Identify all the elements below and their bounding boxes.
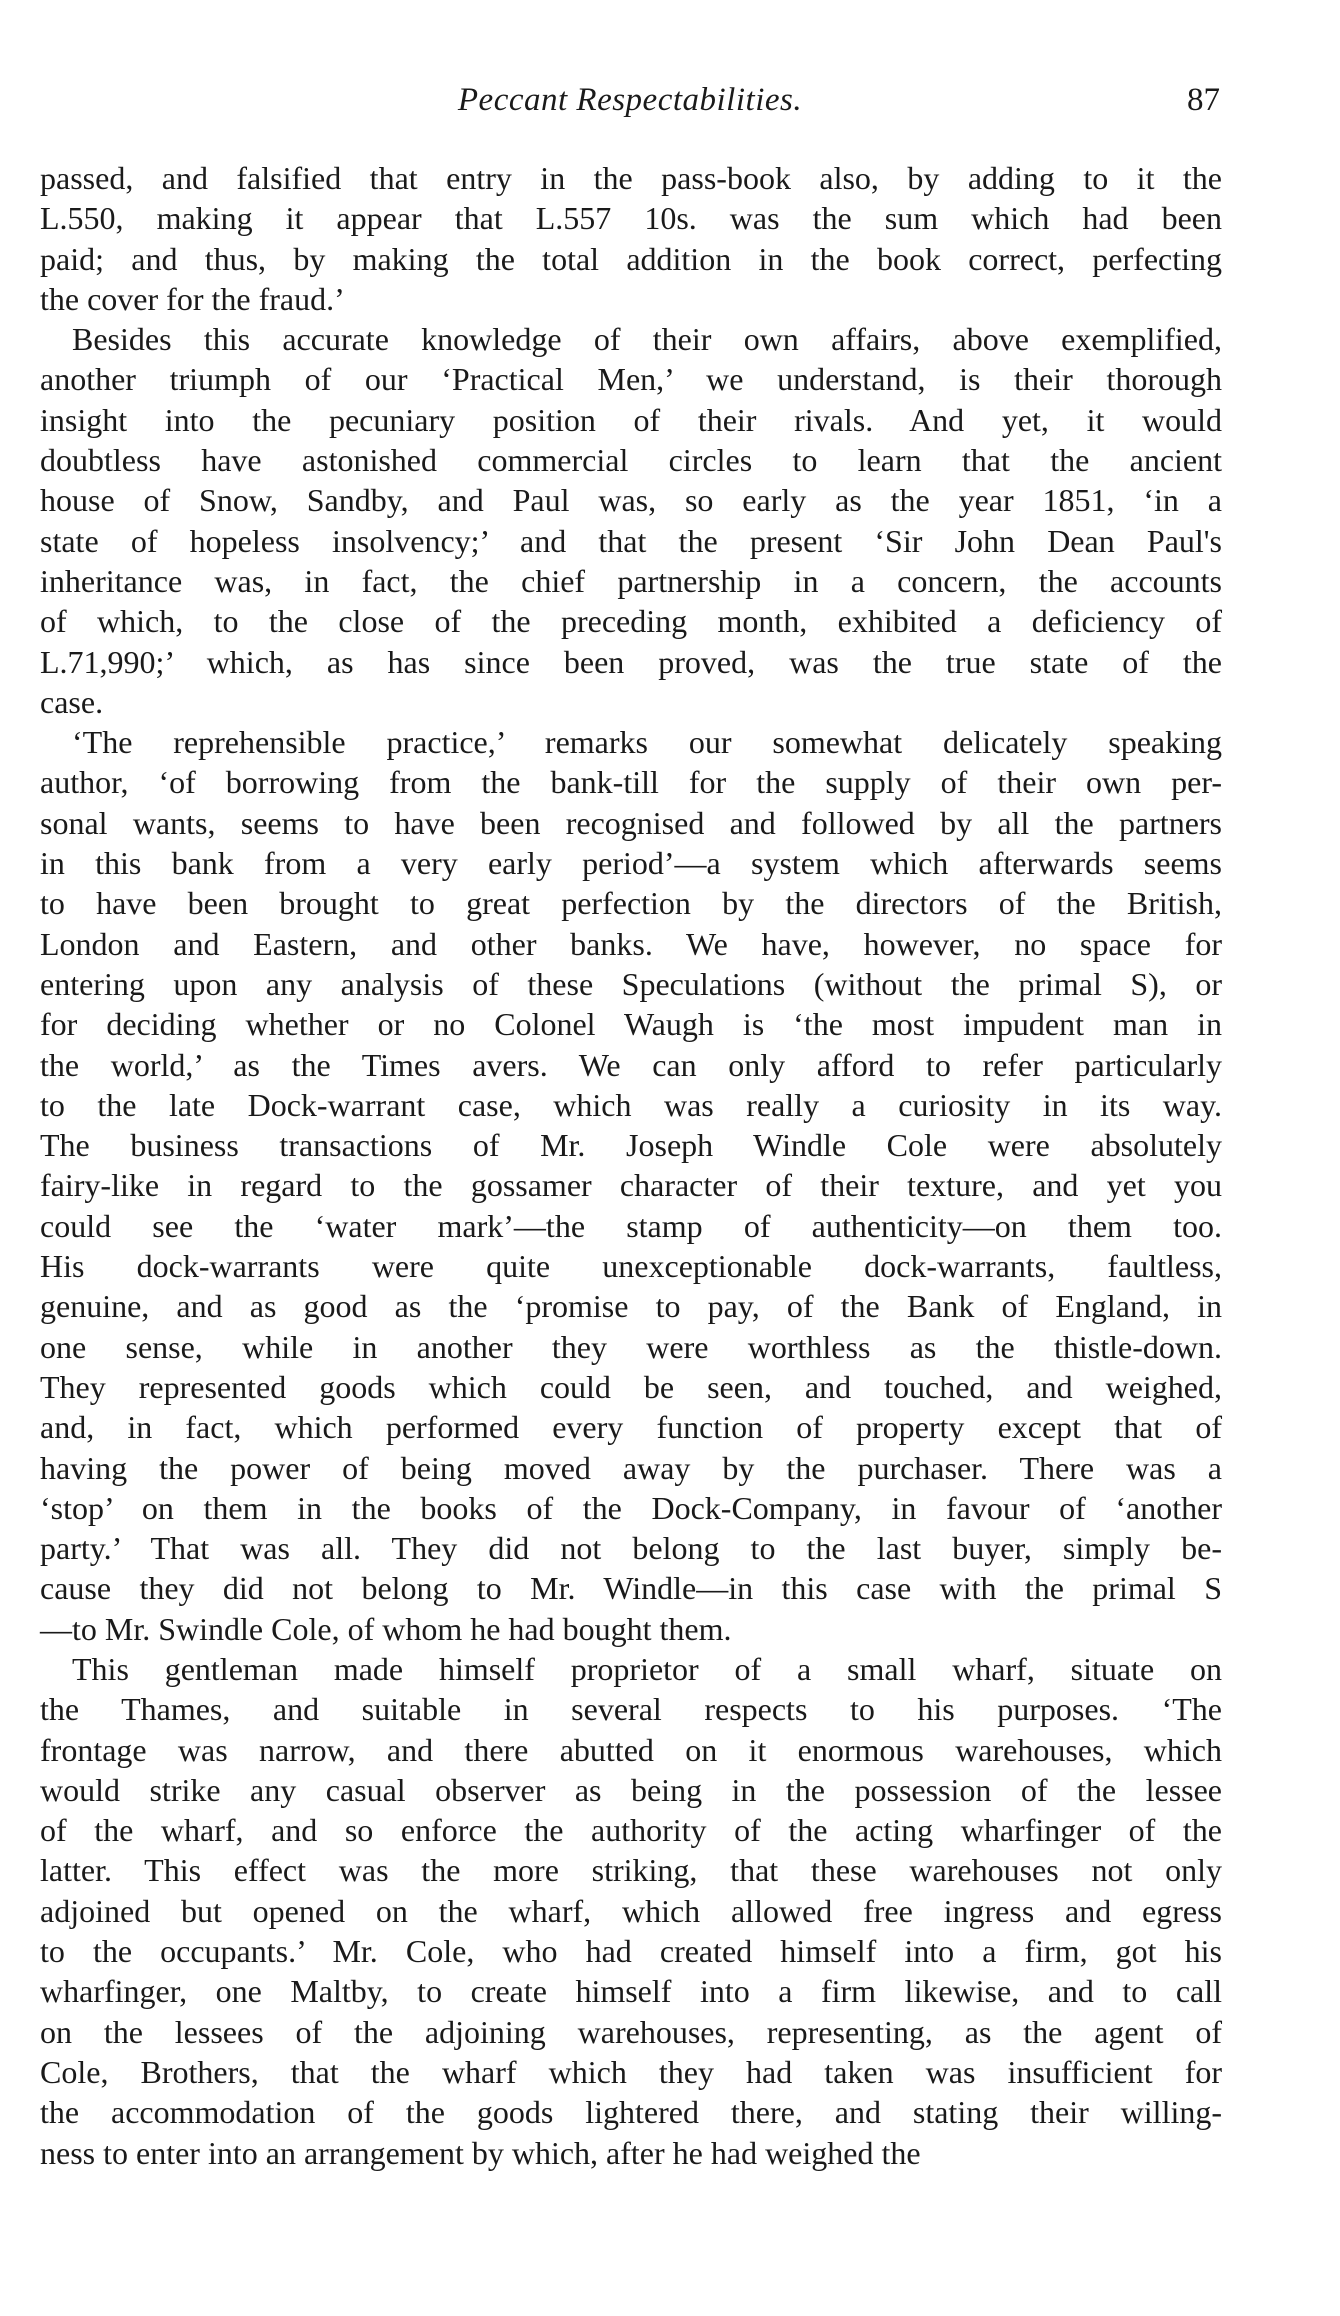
text-line: fairy-like in regard to the gossamer character of their texture, and yet you	[40, 1167, 1222, 1204]
text-line: one sense, while in another they were worthless as the thistle-down.	[40, 1328, 1222, 1365]
running-title: Peccant Respectabilities.	[457, 82, 803, 118]
text-line: ness to enter into an arrangement by which, after he had weighed the	[40, 2134, 921, 2171]
body-text	[40, 158, 1222, 2173]
text-line: author, ‘of borrowing from the bank-till for the supply of their own per-	[40, 764, 1222, 801]
text-line: the accommodation of the goods lightered there, and stating their willing-	[40, 2094, 1222, 2131]
text-line: doubtless have astonished commercial circles to learn that the ancient	[40, 442, 1222, 479]
text-line: ‘stop’ on them in the books of the Dock-Company, in favour of ‘another	[40, 1489, 1222, 1526]
text-line: entering upon any analysis of these Speculations (without the primal S), or	[40, 965, 1222, 1002]
text-line: to have been brought to great perfection by the directors of the British,	[40, 885, 1222, 922]
text-line: ‘The reprehensible practice,’ remarks our somewhat delicately speaking	[72, 724, 1222, 761]
text-line: —to Mr. Swindle Cole, of whom he had bought them.	[40, 1610, 732, 1647]
text-line: to the occupants.’ Mr. Cole, who had created himself into a firm, got his	[40, 1933, 1222, 1970]
text-line: would strike any casual observer as being in the possession of the lessee	[40, 1771, 1222, 1808]
text-line: Besides this accurate knowledge of their own affairs, above exemplified,	[72, 321, 1222, 358]
text-line: cause they did not belong to Mr. Windle—in this case with the primal S	[40, 1570, 1222, 1607]
text-line: the Thames, and suitable in several respects to his purposes. ‘The	[40, 1691, 1222, 1728]
paragraph	[40, 722, 1222, 1649]
text-line: The business transactions of Mr. Joseph Windle Cole were absolutely	[40, 1127, 1222, 1164]
text-line: having the power of being moved away by the purchaser. There was a	[40, 1449, 1222, 1486]
text-line: adjoined but opened on the wharf, which allowed free ingress and egress	[40, 1892, 1222, 1929]
paragraph	[40, 319, 1222, 722]
text-line: of which, to the close of the preceding month, exhibited a deficiency of	[40, 603, 1222, 640]
text-line: paid; and thus, by making the total addition in the book correct, perfecting	[40, 240, 1222, 277]
text-line: of the wharf, and so enforce the authority of the acting wharfinger of the	[40, 1812, 1222, 1849]
text-line: case.	[40, 683, 104, 720]
text-line: This gentleman made himself proprietor of a small wharf, situate on	[72, 1650, 1222, 1687]
text-line: the world,’ as the Times avers. We can only afford to refer particularly	[40, 1046, 1222, 1083]
text-line: His dock-warrants were quite unexceptionable dock-warrants, faultless,	[40, 1248, 1222, 1285]
text-line: L.550, making it appear that L.557 10s. was the sum which had been	[40, 200, 1222, 237]
text-line: party.’ That was all. They did not belong to the last buyer, simply be-	[40, 1530, 1222, 1567]
text-line: state of hopeless insolvency;’ and that the present ‘Sir John Dean Paul's	[40, 522, 1222, 559]
text-line: They represented goods which could be seen, and touched, and weighed,	[40, 1368, 1222, 1405]
page-number: 87	[1187, 82, 1220, 118]
text-line: L.71,990;’ which, as has since been proved, was the true state of the	[40, 643, 1222, 680]
text-line: London and Eastern, and other banks. We have, however, no space for	[40, 925, 1222, 962]
text-line: Cole, Brothers, that the wharf which they had taken was insufficient for	[40, 2053, 1222, 2090]
text-line: inheritance was, in fact, the chief partnership in a concern, the accounts	[40, 562, 1222, 599]
text-line: frontage was narrow, and there abutted on it enormous warehouses, which	[40, 1731, 1222, 1768]
text-line: genuine, and as good as the ‘promise to pay, of the Bank of England, in	[40, 1288, 1222, 1325]
text-line: insight into the pecuniary position of their rivals. And yet, it would	[40, 401, 1222, 438]
text-line: in this bank from a very early period’—a system which afterwards seems	[40, 845, 1222, 882]
text-line: could see the ‘water mark’—the stamp of authenticity—on them too.	[40, 1207, 1222, 1244]
text-line: and, in fact, which performed every function of property except that of	[40, 1409, 1222, 1446]
text-line: latter. This effect was the more striking, that these warehouses not only	[40, 1852, 1222, 1889]
text-line: wharfinger, one Maltby, to create himself into a firm likewise, and to call	[40, 1973, 1222, 2010]
text-line: house of Snow, Sandby, and Paul was, so early as the year 1851, ‘in a	[40, 482, 1222, 519]
text-line: on the lessees of the adjoining warehouses, representing, as the agent of	[40, 2013, 1222, 2050]
text-line: another triumph of our ‘Practical Men,’ we understand, is their thorough	[40, 361, 1222, 398]
text-line: the cover for the fraud.’	[40, 280, 345, 317]
paragraph	[40, 158, 1222, 319]
text-line: to the late Dock-warrant case, which was really a curiosity in its way.	[40, 1086, 1222, 1123]
paragraph	[40, 1649, 1222, 2173]
text-line: for deciding whether or no Colonel Waugh is ‘the most impudent man in	[40, 1006, 1222, 1043]
running-head	[40, 82, 1220, 122]
text-line: sonal wants, seems to have been recognised and followed by all the partners	[40, 804, 1222, 841]
text-line: passed, and falsified that entry in the pass-book also, by adding to it the	[40, 160, 1222, 196]
